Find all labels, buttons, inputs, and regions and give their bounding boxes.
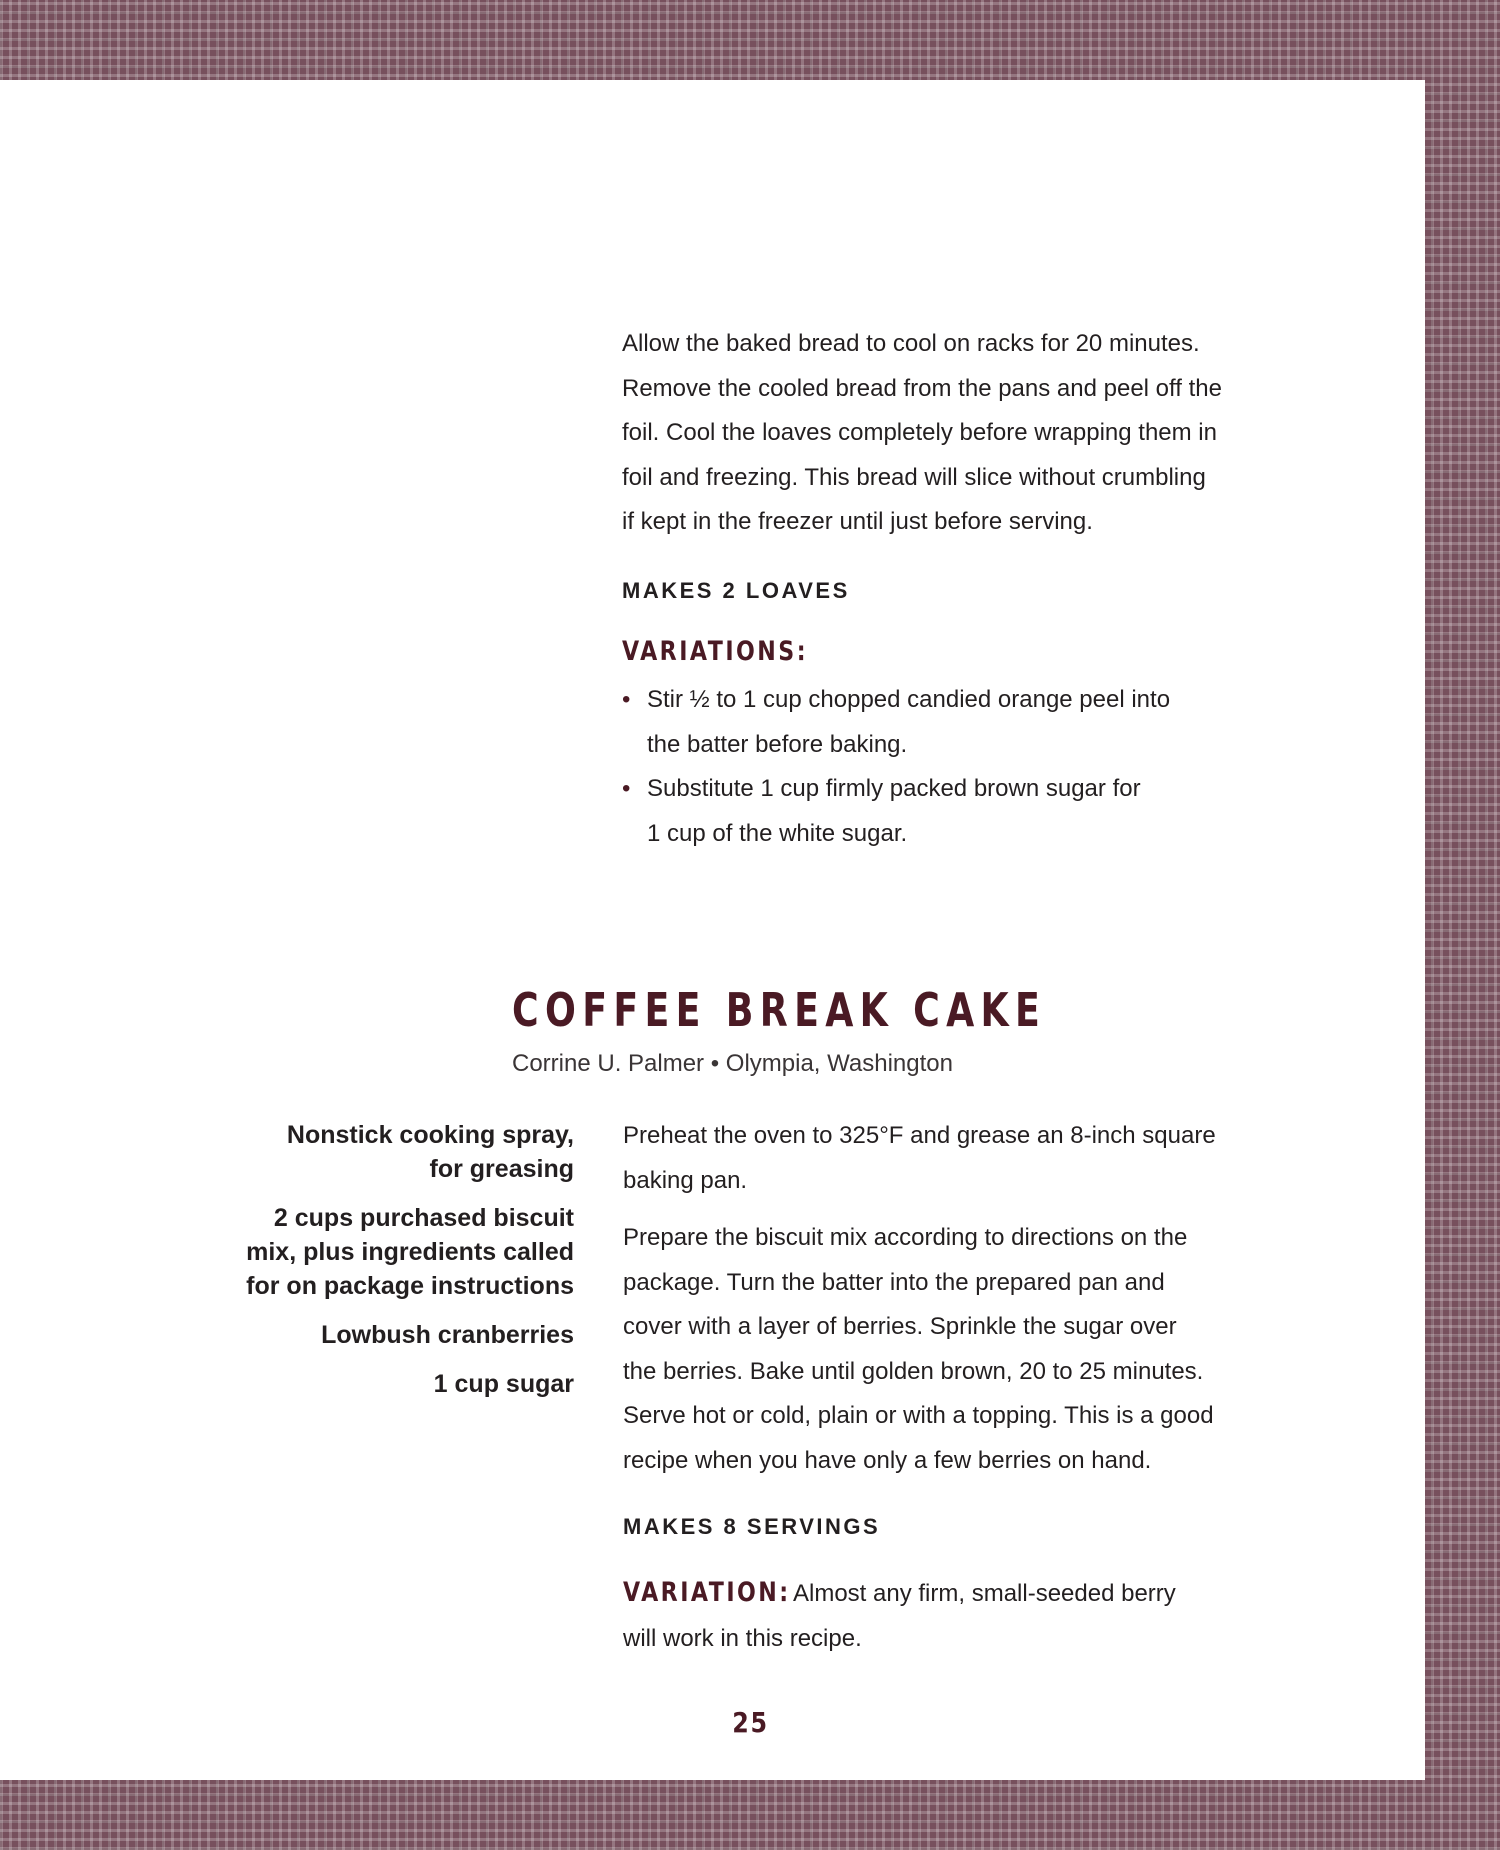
bread-instructions [622, 322, 1322, 545]
variations-heading-text: VARIATIONS: [622, 636, 809, 667]
recipe-byline: Corrine U. Palmer • Olympia, Washington [512, 1050, 953, 1077]
text-line: Stir ½ to 1 cup chopped candied orange peel into [647, 686, 1171, 713]
text-line: Remove the cooled bread from the pans and peel off the [622, 374, 1222, 402]
variation-heading-text: VARIATION: [623, 1577, 791, 1608]
text-line: baking pan. [623, 1166, 748, 1194]
text-line: package. Turn the batter into the prepared pan and [623, 1268, 1165, 1296]
bread-variations-heading [622, 635, 849, 669]
text-line: the batter before baking. [647, 730, 908, 758]
text-line: Almost any firm, small-seeded berry [793, 1580, 1176, 1607]
direction-step-1 [623, 1114, 1343, 1203]
ingredient-item [160, 1118, 574, 1186]
text-line: Lowbush cranberries [321, 1321, 574, 1349]
bullet-icon: • [622, 775, 631, 802]
ingredient-item [160, 1367, 574, 1401]
text-line: mix, plus ingredients called [246, 1238, 574, 1266]
text-line: the berries. Bake until golden brown, 20 to 25 minutes. [623, 1357, 1204, 1385]
text-line: 1 cup sugar [433, 1370, 574, 1398]
text-line: foil. Cool the loaves completely before wrapping them in [622, 419, 1217, 446]
text-line: Substitute 1 cup firmly packed brown sugar for [647, 775, 1141, 802]
page-number [700, 1706, 800, 1739]
text-line: Nonstick cooking spray, [286, 1121, 574, 1149]
list-item [622, 678, 1322, 767]
list-item [622, 767, 1322, 856]
recipe-directions [623, 1114, 1343, 1483]
recipe-title-text: COFFEE BREAK CAKE [512, 983, 1047, 1037]
text-line: foil and freezing. This bread will slice without crumbling [622, 463, 1206, 491]
recipe-yield: MAKES 8 SERVINGS [623, 1514, 881, 1539]
text-line: 1 cup of the white sugar. [647, 819, 908, 847]
bread-yield: MAKES 2 LOAVES [622, 578, 850, 603]
ingredients-list [160, 1118, 574, 1416]
recipe-variation [623, 1572, 1343, 1661]
text-line: recipe when you have only a few berries on hand. [623, 1446, 1152, 1474]
variation-line [623, 1572, 1343, 1617]
text-line: Prepare the biscuit mix according to directions on the [623, 1224, 1188, 1251]
text-line: 2 cups purchased biscuit [273, 1204, 574, 1232]
bread-variations [622, 678, 1322, 856]
ingredient-item [160, 1318, 574, 1352]
text-line: for on package instructions [246, 1272, 574, 1300]
text-line: Preheat the oven to 325°F and grease an 8-inch square [623, 1122, 1216, 1149]
recipe-title [512, 982, 1188, 1038]
text-line: will work in this recipe. [623, 1624, 862, 1652]
bread-paragraph [622, 322, 1322, 545]
direction-step-2 [623, 1216, 1343, 1483]
ingredient-item [160, 1201, 574, 1303]
text-line: cover with a layer of berries. Sprinkle the sugar over [623, 1313, 1177, 1340]
text-line: for greasing [429, 1155, 574, 1183]
text-line: Serve hot or cold, plain or with a topping. This is a good [623, 1402, 1214, 1429]
text-line: Allow the baked bread to cool on racks for 20 minutes. [622, 330, 1200, 357]
page-number-text: 25 [731, 1706, 769, 1739]
text-line: if kept in the freezer until just before serving. [622, 508, 1093, 535]
bullet-icon: • [622, 686, 631, 713]
